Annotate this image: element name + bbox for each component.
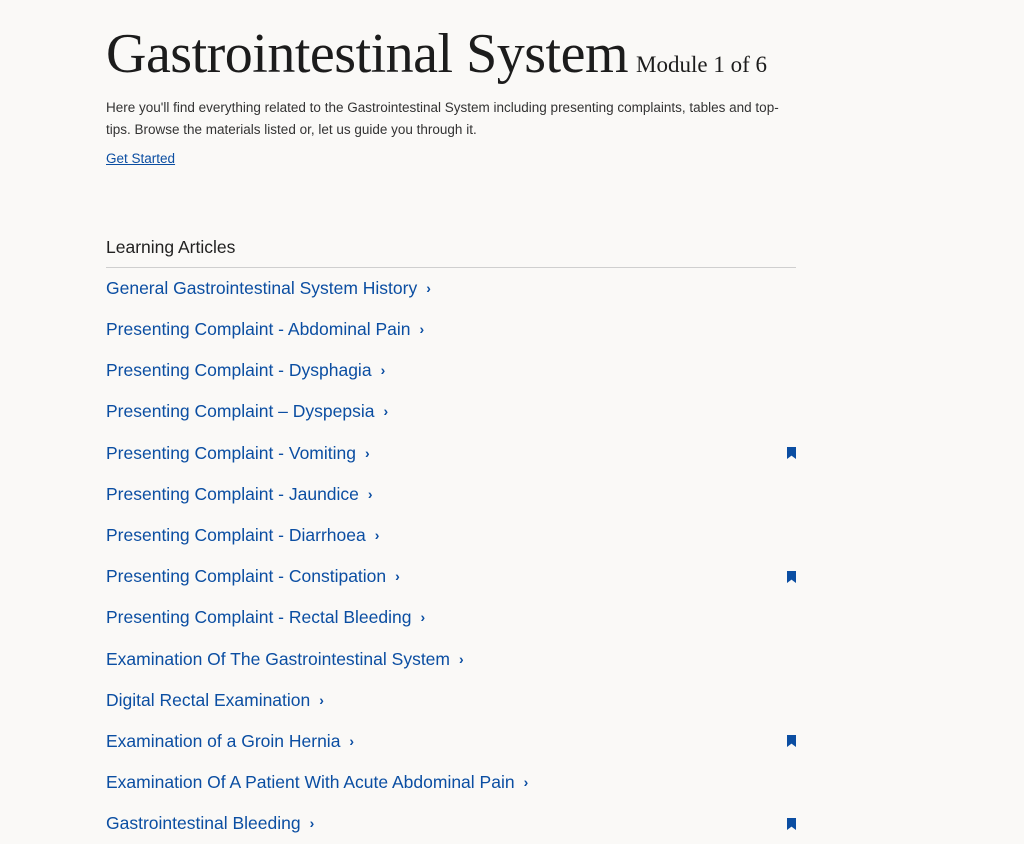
article-item bbox=[106, 433, 796, 474]
article-label: Examination of a Groin Hernia bbox=[106, 730, 341, 751]
article-link[interactable] bbox=[106, 278, 431, 299]
page-title: Gastrointestinal System bbox=[106, 23, 629, 85]
chevron-right-icon: › bbox=[419, 321, 425, 338]
article-link[interactable] bbox=[106, 607, 425, 628]
chevron-right-icon: › bbox=[380, 362, 386, 379]
get-started-link[interactable]: Get Started bbox=[106, 151, 176, 166]
article-link[interactable] bbox=[106, 731, 354, 752]
article-item bbox=[106, 639, 796, 680]
article-link[interactable] bbox=[106, 566, 400, 587]
article-link[interactable] bbox=[106, 525, 379, 546]
article-item bbox=[106, 391, 796, 432]
article-link[interactable] bbox=[106, 319, 424, 340]
chevron-right-icon: › bbox=[349, 732, 355, 749]
chevron-right-icon: › bbox=[395, 568, 400, 585]
article-label: Presenting Complaint - Jaundice bbox=[106, 483, 359, 504]
article-label: Presenting Complaint – Dyspepsia bbox=[106, 401, 375, 422]
article-item bbox=[106, 474, 796, 515]
article-label: Presenting Complaint - Constipation bbox=[106, 566, 387, 587]
article-link[interactable] bbox=[106, 484, 373, 505]
intro-text: Here you'll find everything related to the Gastrointestinal System including presenting complaints, tables and top-tips. Browse the materials listed or, let us guide you through it. bbox=[106, 100, 779, 137]
article-label: Examination Of A Patient With Acute Abdominal Pain bbox=[106, 772, 515, 793]
chevron-right-icon: › bbox=[374, 527, 380, 544]
article-label: Digital Rectal Examination bbox=[106, 689, 311, 710]
module-indicator: Module 1 of 6 bbox=[636, 52, 767, 77]
article-link[interactable] bbox=[106, 772, 528, 793]
article-item bbox=[106, 350, 796, 391]
article-list bbox=[106, 268, 796, 844]
article-label: General Gastrointestinal System History bbox=[106, 278, 418, 298]
chevron-right-icon: › bbox=[383, 403, 389, 420]
bookmark-icon[interactable] bbox=[787, 818, 796, 830]
article-link[interactable] bbox=[106, 401, 388, 422]
article-item bbox=[106, 556, 796, 597]
article-label: Presenting Complaint - Rectal Bleeding bbox=[106, 607, 412, 628]
article-link[interactable] bbox=[106, 443, 370, 464]
article-item bbox=[106, 721, 796, 762]
article-item bbox=[106, 803, 796, 844]
bookmark-icon[interactable] bbox=[787, 447, 796, 459]
title-row bbox=[106, 22, 767, 86]
article-item bbox=[106, 515, 796, 556]
article-label: Gastrointestinal Bleeding bbox=[106, 813, 301, 834]
chevron-right-icon: › bbox=[367, 485, 373, 502]
article-item bbox=[106, 268, 796, 309]
article-label: Examination Of The Gastrointestinal System bbox=[106, 648, 450, 669]
article-label: Presenting Complaint - Vomiting bbox=[106, 442, 356, 463]
chevron-right-icon: › bbox=[426, 280, 431, 296]
article-item bbox=[106, 597, 796, 638]
chevron-right-icon: › bbox=[319, 691, 324, 708]
chevron-right-icon: › bbox=[459, 650, 464, 667]
article-label: Presenting Complaint - Abdominal Pain bbox=[106, 319, 411, 340]
article-label: Presenting Complaint - Diarrhoea bbox=[106, 525, 366, 546]
article-label: Presenting Complaint - Dysphagia bbox=[106, 360, 372, 381]
chevron-right-icon: › bbox=[420, 609, 426, 626]
article-item bbox=[106, 680, 796, 721]
article-link[interactable] bbox=[106, 813, 314, 834]
article-item bbox=[106, 309, 796, 350]
article-link[interactable] bbox=[106, 360, 385, 381]
article-item bbox=[106, 762, 796, 803]
chevron-right-icon: › bbox=[364, 444, 370, 461]
bookmark-icon[interactable] bbox=[787, 735, 796, 747]
article-link[interactable] bbox=[106, 690, 324, 711]
chevron-right-icon: › bbox=[523, 774, 529, 791]
article-link[interactable] bbox=[106, 649, 464, 670]
bookmark-icon[interactable] bbox=[787, 571, 796, 583]
chevron-right-icon: › bbox=[309, 815, 315, 832]
section-title: Learning Articles bbox=[106, 237, 236, 257]
